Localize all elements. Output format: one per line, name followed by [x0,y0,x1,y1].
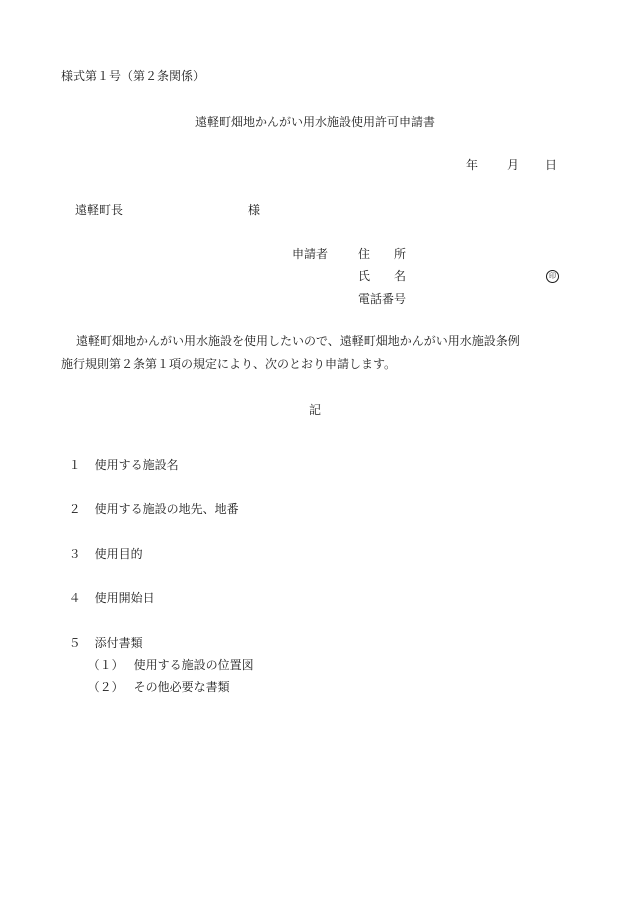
list-item [61,447,179,471]
item-number: ２ [68,502,81,516]
item-number: １ [68,458,81,472]
item-label: 使用する施設名 [94,458,179,472]
applicant-label: 申請者 [292,247,329,261]
attachment-label: その他必要な書類 [133,680,230,694]
date-month-label: 月 [507,158,520,172]
date-day-label: 日 [545,158,558,172]
list-item [61,580,155,604]
seal-mark: 印 [546,270,559,283]
item-label: 添付書類 [94,636,143,650]
ki-heading: 記 [308,403,321,417]
list-item [61,625,143,649]
list-item [61,491,239,515]
document-title: 遠軽町畑地かんがい用水施設使用許可申請書 [194,115,435,129]
attachment-label: 使用する施設の位置図 [133,658,254,672]
item-label: 使用目的 [94,547,143,561]
attachment-number: （１） [87,658,124,672]
list-item [61,536,143,560]
date-year-label: 年 [466,158,479,172]
body-text-line-2: 施行規則第２条第１項の規定により、次のとおり申請します。 [61,357,397,371]
attachment-item [80,647,254,671]
name-label: 氏 名 [358,269,407,283]
address-label: 住 所 [358,247,407,261]
item-number: ５ [68,636,81,650]
item-number: ３ [68,547,81,561]
honorific: 様 [248,203,261,217]
phone-label: 電話番号 [358,292,407,306]
item-label: 使用する施設の地先、地番 [94,502,239,516]
attachment-item [80,669,230,693]
attachment-number: （２） [87,680,124,694]
addressee: 遠軽町長 [75,203,124,217]
form-number: 様式第１号（第２条関係） [61,69,206,83]
item-label: 使用開始日 [94,591,155,605]
body-text-line-1: 遠軽町畑地かんがい用水施設を使用したいので、遠軽町畑地かんがい用水施設条例 [76,334,520,348]
item-number: ４ [68,591,81,605]
